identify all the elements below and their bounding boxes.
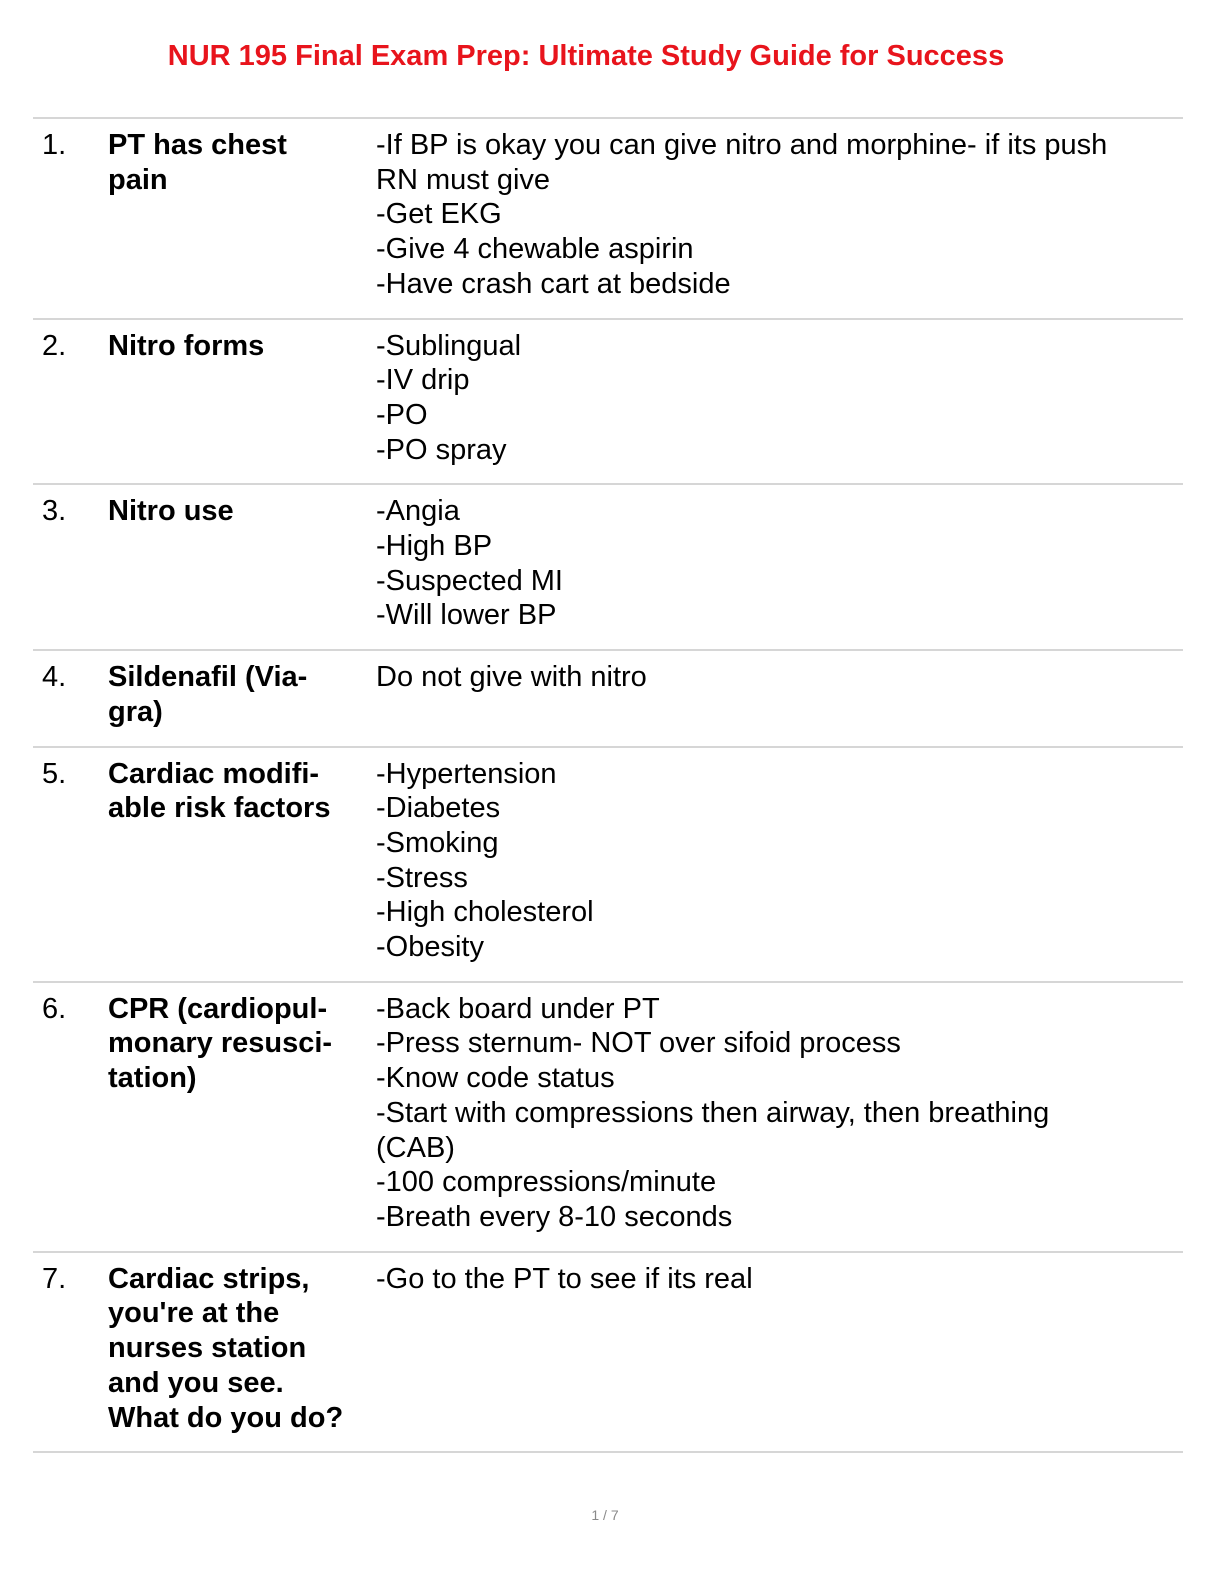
item-number: 1. <box>42 129 67 161</box>
definition-line: -Start with compressions then airway, then breathing <box>376 1096 1050 1129</box>
term-line: PT has chest <box>108 129 287 161</box>
table-row <box>33 1253 1183 1454</box>
definition-line: -If BP is okay you can give nitro and morphine- if its push <box>376 129 1108 161</box>
term-line: CPR (cardiopul- <box>108 992 328 1025</box>
item-term <box>108 1262 376 1436</box>
item-definition <box>376 1262 1183 1436</box>
item-definition <box>376 757 1183 965</box>
term-line: Nitro forms <box>108 329 265 362</box>
definition-line: -Get EKG <box>376 198 502 231</box>
definition-line: -Suspected MI <box>376 564 563 597</box>
term-line: What do you do? <box>108 1401 344 1434</box>
term-line: Cardiac strips, <box>108 1262 310 1295</box>
item-number: 4. <box>42 661 67 694</box>
item-number: 5. <box>42 757 67 790</box>
table-row <box>33 651 1183 747</box>
item-term <box>108 329 376 468</box>
definition-line: -Press sternum- NOT over sifoid process <box>376 1027 901 1060</box>
term-line: and you see. <box>108 1366 284 1399</box>
table-row <box>33 485 1183 651</box>
definition-line: -Angia <box>376 495 460 528</box>
definition-line: -IV drip <box>376 364 470 397</box>
definition-line: -Breath every 8-10 seconds <box>376 1200 733 1233</box>
definition-line: -Have crash cart at bedside <box>376 267 731 300</box>
definition-line: RN must give <box>376 163 551 196</box>
definition-line: -Back board under PT <box>376 992 660 1025</box>
item-term <box>108 992 376 1235</box>
definition-line: -Smoking <box>376 826 499 859</box>
study-guide-table <box>33 117 1183 1453</box>
term-line: you're at the <box>108 1297 280 1330</box>
term-line: gra) <box>108 695 163 728</box>
definition-line: -Sublingual <box>376 329 522 362</box>
definition-line: -Give 4 chewable aspirin <box>376 233 694 266</box>
definition-line: -Diabetes <box>376 792 501 825</box>
term-line: able risk factors <box>108 792 331 825</box>
definition-line: -Go to the PT to see if its real <box>376 1262 753 1295</box>
term-line: Cardiac modifi- <box>108 757 320 790</box>
item-number: 7. <box>42 1262 67 1295</box>
definition-line: -Know code status <box>376 1062 615 1095</box>
definition-line: -Hypertension <box>376 757 557 790</box>
definition-line: -High cholesterol <box>376 896 594 929</box>
definition-line: -PO <box>376 398 428 431</box>
item-definition <box>376 992 1183 1235</box>
item-definition <box>376 128 1183 302</box>
item-number: 2. <box>42 329 67 362</box>
item-definition <box>376 660 1183 729</box>
item-term <box>108 757 376 965</box>
page-title: NUR 195 Final Exam Prep: Ultimate Study Guide for Success <box>167 40 1005 72</box>
page-number: 1 / 7 <box>591 1507 619 1523</box>
table-row <box>33 748 1183 983</box>
table-row <box>33 119 1183 320</box>
term-line: tation) <box>108 1062 197 1095</box>
definition-line: -Stress <box>376 861 468 894</box>
table-row <box>33 983 1183 1253</box>
term-line: Nitro use <box>108 495 234 528</box>
definition-line: -100 compressions/minute <box>376 1166 717 1199</box>
item-number: 6. <box>42 992 67 1025</box>
item-definition <box>376 329 1183 468</box>
definition-line: -Obesity <box>376 931 484 964</box>
term-line: nurses station <box>108 1332 307 1365</box>
term-line: pain <box>108 163 168 196</box>
item-term <box>108 494 376 633</box>
definition-line: (CAB) <box>376 1131 455 1164</box>
table-row <box>33 320 1183 486</box>
item-term <box>108 128 376 302</box>
definition-line: -High BP <box>376 530 493 563</box>
term-line: monary resusci- <box>108 1027 333 1060</box>
item-definition <box>376 494 1183 633</box>
item-term <box>108 660 376 729</box>
term-line: Sildenafil (Via- <box>108 661 308 694</box>
item-number: 3. <box>42 495 67 528</box>
definition-line: -PO spray <box>376 433 507 466</box>
definition-line: -Will lower BP <box>376 599 557 632</box>
definition-line: Do not give with nitro <box>376 661 647 694</box>
